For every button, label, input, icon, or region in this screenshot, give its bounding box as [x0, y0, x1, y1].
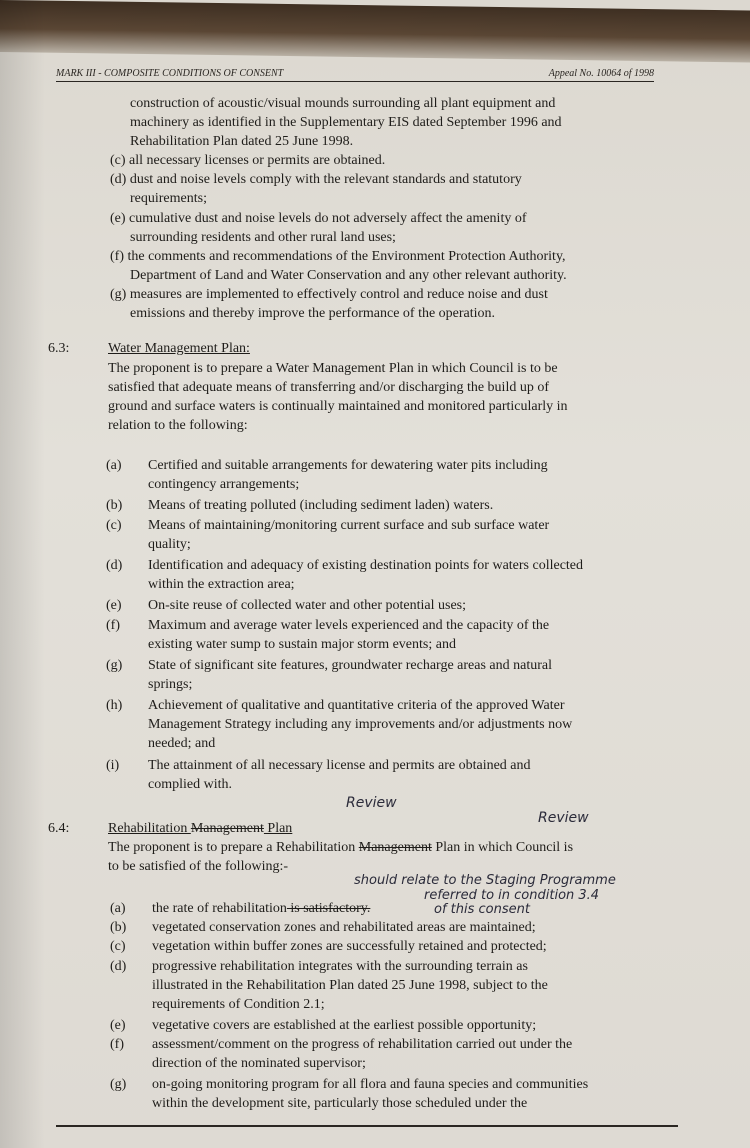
item-text: within the development site, particularly those scheduled under the — [152, 1096, 528, 1111]
handwritten-review-1: Review — [346, 795, 397, 811]
handwritten-review-2: Review — [538, 810, 589, 826]
item-text: complied with. — [148, 777, 232, 792]
handwritten-note-line-3: of this consent — [434, 902, 530, 917]
list-item-d: (d) dust and noise levels comply with the relevant standards and statutory — [110, 172, 522, 187]
item-text: on-going monitoring program for all flora and fauna species and communities — [152, 1077, 589, 1092]
list-item-g: (g) measures are implemented to effectively control and reduce noise and dust — [110, 287, 548, 302]
item-text: On-site reuse of collected water and other potential uses; — [148, 598, 466, 613]
handwritten-note-line-2: referred to in condition 3.4 — [424, 888, 600, 903]
handwritten-note-line-1: should relate to the Staging Programme — [354, 873, 616, 888]
list-item-f-cont: Department of Land and Water Conservation and any other relevant authority. — [130, 268, 567, 283]
item-text: direction of the nominated supervisor; — [152, 1056, 366, 1071]
item-text: Means of maintaining/monitoring current surface and sub surface water — [148, 518, 550, 533]
intro-line: construction of acoustic/visual mounds surrounding all plant equipment and — [130, 96, 556, 111]
item-text: needed; and — [148, 736, 216, 751]
list-item-c: (c) all necessary licenses or permits are obtained. — [110, 153, 386, 168]
item-text: existing water sump to sustain major storm events; and — [148, 637, 456, 652]
section-intro-line: to be satisfied of the following:- — [108, 859, 289, 874]
item-label: (c) — [106, 518, 122, 533]
page-top-edge — [0, 0, 750, 62]
item-text: quality; — [148, 537, 191, 552]
item-label: (f) — [110, 1037, 124, 1052]
section-number-6-3: 6.3: — [48, 341, 70, 356]
item-text: vegetation within buffer zones are successfully retained and protected; — [152, 939, 547, 954]
item-label: (e) — [110, 1018, 126, 1033]
title-part: Plan — [263, 821, 293, 836]
list-item-d-cont: requirements; — [130, 191, 207, 206]
intro-part: The proponent is to prepare a Rehabilitation — [108, 840, 359, 855]
item-label: (b) — [110, 920, 127, 935]
struck-word: Management — [358, 840, 432, 855]
item-text: contingency arrangements; — [148, 477, 300, 492]
item-text: Certified and suitable arrangements for dewatering water pits including — [148, 458, 548, 473]
item-label: (d) — [106, 558, 123, 573]
item-label: (g) — [106, 658, 123, 673]
item-text: Maximum and average water levels experienced and the capacity of the — [148, 618, 550, 633]
item-label: (c) — [110, 939, 126, 954]
list-item-f: (f) the comments and recommendations of the Environment Protection Authority, — [110, 249, 566, 264]
item-text: vegetative covers are established at the earliest possible opportunity; — [152, 1018, 537, 1033]
section-intro-line: satisfied that adequate means of transferring and/or discharging the build up of — [108, 380, 549, 395]
intro-line: machinery as identified in the Supplementary EIS dated September 1996 and — [130, 115, 562, 130]
page-shadow — [0, 0, 45, 1148]
item-label: (e) — [106, 598, 122, 613]
item-label: (f) — [106, 618, 120, 633]
section-intro-line — [108, 839, 573, 856]
section-intro-line: The proponent is to prepare a Water Management Plan in which Council is to be — [108, 361, 558, 376]
item-label: (i) — [106, 758, 120, 773]
item-label: (b) — [106, 498, 123, 513]
item-text: assessment/comment on the progress of rehabilitation carried out under the — [152, 1037, 573, 1052]
item-text: requirements of Condition 2.1; — [152, 997, 325, 1012]
list-item-g-cont: emissions and thereby improve the performance of the operation. — [130, 306, 496, 321]
item-text: illustrated in the Rehabilitation Plan dated 25 June 1998, subject to the — [152, 978, 548, 993]
section-number-6-4: 6.4: — [48, 821, 70, 836]
struck-text: is satisfactory. — [286, 901, 371, 916]
item-text: vegetated conservation zones and rehabilitated areas are maintained; — [152, 920, 536, 935]
item-label: (a) — [106, 458, 122, 473]
item-label: (a) — [110, 901, 126, 916]
item-label: (h) — [106, 698, 123, 713]
page-header — [56, 68, 654, 82]
item-text — [152, 900, 370, 917]
section-intro-line: relation to the following: — [108, 418, 248, 433]
item-text: Achievement of qualitative and quantitative criteria of the approved Water — [148, 698, 565, 713]
item-text: The attainment of all necessary license and permits are obtained and — [148, 758, 531, 773]
intro-part: Plan in which Council is — [431, 840, 574, 855]
page-bottom-rule — [56, 1125, 678, 1127]
header-appeal-number: Appeal No. 10064 of 1998 — [548, 68, 654, 79]
section-title-rehabilitation — [108, 820, 292, 837]
item-text: springs; — [148, 677, 193, 692]
item-label: (g) — [110, 1077, 127, 1092]
title-part: Rehabilitation — [108, 821, 191, 836]
item-text: within the extraction area; — [148, 577, 295, 592]
section-intro-line: ground and surface waters is continually maintained and monitored particularly in — [108, 399, 568, 414]
struck-word: Management — [190, 821, 264, 836]
list-item-e: (e) cumulative dust and noise levels do not adversely affect the amenity of — [110, 211, 527, 226]
item-text: Means of treating polluted (including sediment laden) waters. — [148, 498, 494, 513]
item-label: (d) — [110, 959, 127, 974]
section-title-water-management: Water Management Plan: — [108, 341, 250, 356]
item-a-text: the rate of rehabilitation — [152, 901, 287, 916]
item-text: Management Strategy including any improvements and/or adjustments now — [148, 717, 573, 732]
item-text: progressive rehabilitation integrates with the surrounding terrain as — [152, 959, 528, 974]
header-title: MARK III - COMPOSITE CONDITIONS OF CONSENT — [56, 68, 284, 79]
item-text: Identification and adequacy of existing destination points for waters collected — [148, 558, 584, 573]
intro-line: Rehabilitation Plan dated 25 June 1998. — [130, 134, 354, 149]
item-text: State of significant site features, groundwater recharge areas and natural — [148, 658, 553, 673]
list-item-e-cont: surrounding residents and other rural land uses; — [130, 230, 396, 245]
